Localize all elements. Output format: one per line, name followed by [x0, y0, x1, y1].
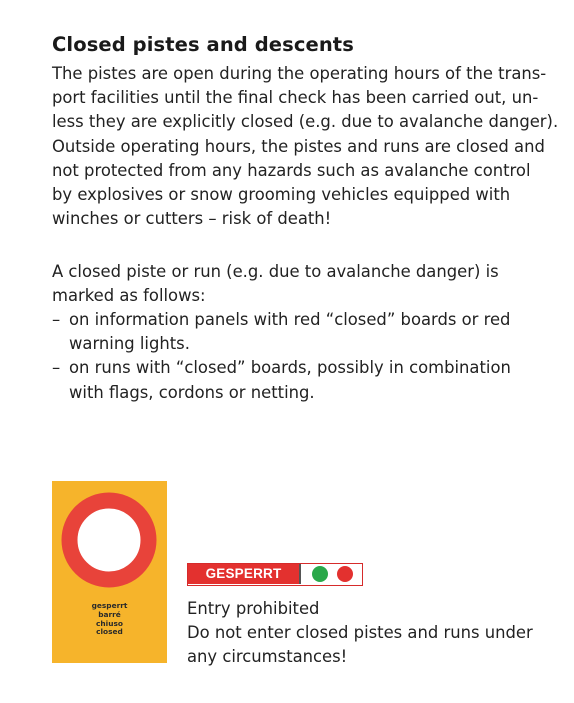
sign-label: closed [96, 627, 123, 637]
paragraph-line: less they are explicitly closed (e.g. due to avalanche danger). [52, 112, 559, 132]
closed-piste-paragraph [52, 260, 499, 308]
paragraph-line: A closed piste or run (e.g. due to avalanche danger) is [52, 262, 499, 281]
red-light-icon [337, 566, 353, 582]
list-item [52, 356, 511, 404]
entry-prohibited-caption [187, 597, 533, 670]
list-item-line: on information panels with red “closed” boards or red [69, 310, 511, 329]
operating-hours-paragraph [52, 62, 558, 231]
list-item-line: on runs with “closed” boards, possibly in combination [69, 358, 511, 378]
sign-label: chiuso [96, 618, 123, 628]
list-item-line: with flags, cordons or netting. [69, 382, 315, 402]
green-light-icon [312, 566, 328, 582]
paragraph-line: not protected from any hazards such as avalanche control [52, 160, 531, 180]
sign-label: barré [98, 609, 121, 619]
list-item [52, 308, 511, 356]
paragraph-line: marked as follows: [52, 286, 206, 306]
closed-sign [52, 481, 167, 663]
section-heading: Closed pistes and descents [52, 33, 354, 56]
caption-title: Entry prohibited [187, 599, 320, 618]
paragraph-line: port facilities until the final check has been carried out, un- [52, 88, 539, 108]
caption-line: any circumstances! [187, 647, 348, 667]
board-label: GESPERRT [188, 564, 299, 584]
list-dash: – [52, 310, 61, 329]
sign-labels [52, 602, 167, 637]
list-dash: – [52, 358, 61, 378]
list-item-line: warning lights. [69, 334, 190, 354]
paragraph-line: by explosives or snow grooming vehicles equipped with [52, 185, 511, 205]
paragraph-line: winches or cutters – risk of death! [52, 209, 332, 229]
paragraph-line: The pistes are open during the operating hours of the trans- [52, 64, 547, 83]
paragraph-line: Outside operating hours, the pistes and runs are closed and [52, 136, 545, 156]
closed-board [187, 563, 363, 586]
sign-label: gesperrt [91, 601, 128, 610]
marking-list [52, 308, 511, 405]
board-divider [299, 564, 301, 584]
caption-line: Do not enter closed pistes and runs under [187, 623, 533, 643]
